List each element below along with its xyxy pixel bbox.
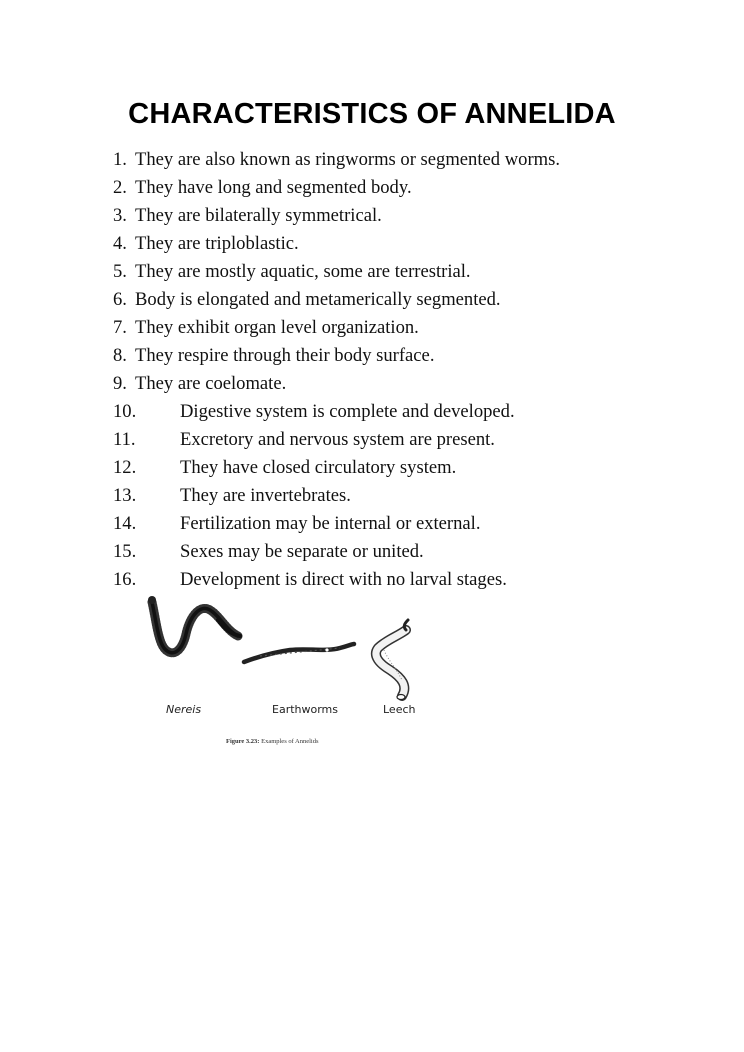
item-number: 13.	[113, 485, 137, 506]
leech-illustration	[376, 620, 408, 700]
page-title: CHARACTERISTICS OF ANNELIDA	[128, 98, 616, 130]
earthworm-illustration	[244, 644, 354, 662]
item-number: 6.	[113, 289, 127, 310]
item-number: 5.	[113, 261, 127, 282]
item-text: Digestive system is complete and developed.	[180, 401, 515, 422]
item-number: 8.	[113, 345, 127, 366]
earthworms-label: Earthworms	[272, 703, 338, 716]
item-text: They are invertebrates.	[180, 485, 351, 506]
item-number: 10.	[113, 401, 137, 422]
nereis-illustration	[148, 596, 240, 653]
item-text: They are mostly aquatic, some are terrestrial.	[135, 261, 471, 282]
item-text: They have closed circulatory system.	[180, 457, 457, 478]
item-text: Sexes may be separate or united.	[180, 541, 424, 562]
item-text: Excretory and nervous system are present.	[180, 429, 495, 450]
nereis-label: Nereis	[166, 703, 202, 716]
item-number: 7.	[113, 317, 127, 338]
item-number: 1.	[113, 149, 127, 170]
item-text: They are also known as ringworms or segmented worms.	[135, 149, 560, 170]
item-text: They have long and segmented body.	[135, 177, 412, 198]
annelid-examples-figure	[140, 590, 440, 760]
item-text: Development is direct with no larval stages.	[180, 569, 507, 590]
item-number: 3.	[113, 205, 127, 226]
item-number: 9.	[113, 373, 127, 394]
figure-caption-number: Figure 3.23:	[226, 738, 260, 745]
item-number: 4.	[113, 233, 127, 254]
item-text: They are bilaterally symmetrical.	[135, 205, 382, 226]
item-text: Body is elongated and metamerically segmented.	[135, 289, 501, 310]
item-text: Fertilization may be internal or external.	[180, 513, 481, 534]
figure-caption-text: Examples of Annelids	[259, 738, 319, 745]
item-number: 12.	[113, 457, 137, 478]
item-number: 11.	[113, 429, 136, 450]
item-number: 14.	[113, 513, 137, 534]
item-text: They respire through their body surface.	[135, 345, 435, 366]
leech-label: Leech	[383, 703, 416, 716]
item-number: 2.	[113, 177, 127, 198]
figure-caption	[226, 738, 319, 745]
item-text: They exhibit organ level organization.	[135, 317, 419, 338]
item-number: 16.	[113, 569, 137, 590]
item-text: They are triploblastic.	[135, 233, 299, 254]
item-number: 15.	[113, 541, 137, 562]
item-text: They are coelomate.	[135, 373, 287, 394]
